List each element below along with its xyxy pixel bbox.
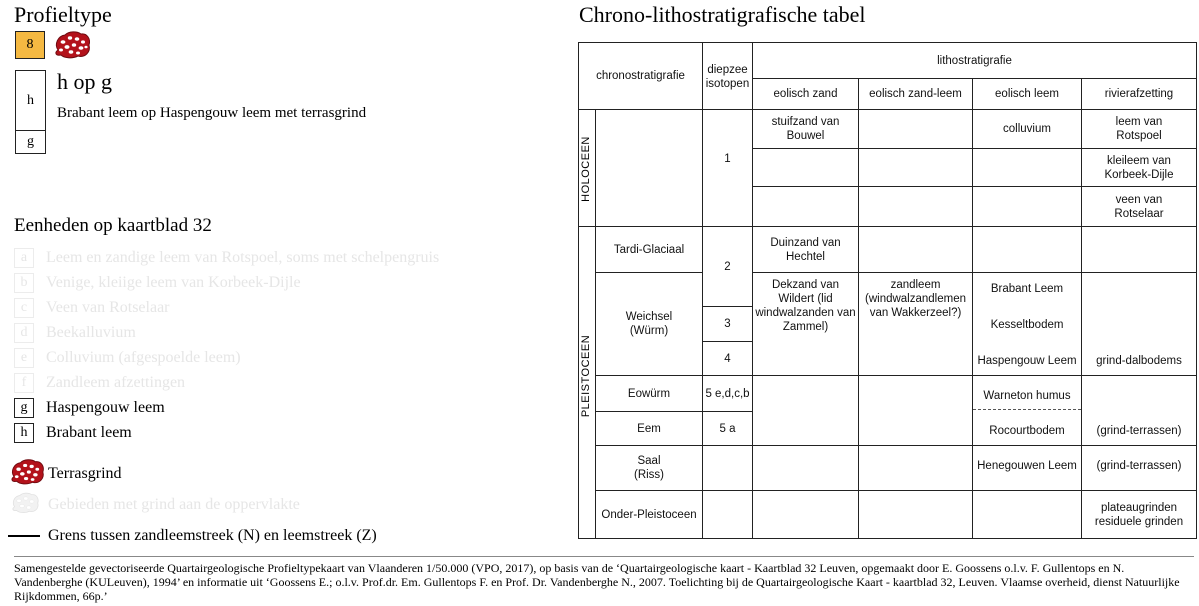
legend-label: Brabant leem — [46, 424, 132, 441]
header-rivier: rivierafzetting — [1104, 88, 1174, 100]
profile-name: h op g — [57, 69, 112, 94]
leem-kessel: Kesseltbodem — [990, 319, 1064, 331]
chrono-weichsel: Weichsel (Würm) — [625, 311, 673, 337]
zand-bouwel: stuifzand van Bouwel — [771, 116, 840, 142]
leem-rocourt: Rocourtbodem — [989, 425, 1065, 437]
legend-title: Eenheden op kaartblad 32 — [14, 215, 212, 236]
rivier-rotspoel: leem van Rotspoel — [1115, 116, 1163, 142]
chrono-saal: Saal (Riss) — [633, 455, 665, 481]
legend-label: Venige, kleiige leem van Korbeek-Dijle — [46, 274, 301, 291]
zand-wildert: Dekzand van Wildert (lid windwalzanden van Zammel) — [755, 279, 856, 333]
rivier-terrassen-saal: (grind-terrassen) — [1096, 460, 1182, 472]
era-pleistoceen: PLEISTOCEEN — [580, 334, 592, 418]
boundary-label: Grens tussen zandleemstreek (N) en leemstreek (Z) — [48, 527, 377, 544]
isotope-2: 2 — [724, 260, 731, 273]
legend-code: f — [14, 373, 34, 393]
profile-description: Brabant leem op Haspengouw leem met terrasgrind — [57, 105, 367, 121]
zandleem-wakkerzeel: zandleem (windwalzandlemen van Wakkerzeel?) — [865, 279, 966, 319]
footnote: Samengestelde gevectoriseerde Quartairgeologische Profieltypekaart van Vlaanderen 1/50.000 (VPO, 2017), op basis van de ‘Quartairgeologische kaart - Kaartblad 32 Leuven, opgemaakt door E. Goossens o.l.v. F. Gullentops en N. Vandenberghe (KULeuven), 1994’ en informatie uit ‘Goossens E.; o.l.v. Prof.dr. Em. Gullentops F. en Prof. Dr. Vandenberghe N., 2007. Toelichting bij de Quartairgeologische Kaart - kaartblad 32, Leuven. Vlaamse overheid, dienst Natuurlijke Rijkdommen, 66p.’ — [14, 561, 1180, 603]
rivier-terrassen-eem: (grind-terrassen) — [1096, 425, 1182, 437]
header-eolisch-zand-leem: eolisch zand-leem — [869, 88, 962, 100]
isotope-5: 5 e,d,c,b — [705, 387, 750, 400]
legend-code: g — [14, 398, 34, 418]
legend-code: c — [14, 298, 34, 318]
rivier-korbeek: kleileem van Korbeek-Dijle — [1104, 154, 1174, 181]
header-chrono: chronostratigrafie — [596, 70, 685, 82]
legend-label: Leem en zandige leem van Rotspoel, soms met schelpengruis — [46, 249, 440, 266]
legend-label: Haspengouw leem — [46, 399, 165, 416]
rivier-dalbodems: grind-dalbodems — [1096, 355, 1182, 367]
profile-code-badge: 8 — [15, 31, 45, 59]
legend-code: e — [14, 348, 34, 368]
chrono-onder: Onder-Pleistoceen — [601, 508, 697, 521]
profile-stack-top: h — [27, 93, 34, 108]
isotope-3: 3 — [724, 318, 731, 330]
header-isotope: diepzee isotopen — [705, 64, 750, 90]
profile-stack-bottom: g — [27, 134, 34, 149]
leem-brabant: Brabant Leem — [990, 283, 1064, 295]
legend-label: Beekalluvium — [46, 324, 136, 341]
rivier-plateau: plateaugrinden residuele grinden — [1094, 501, 1184, 528]
gravel-surface-label: Gebieden met grind aan de oppervlakte — [48, 496, 300, 513]
legend-label: Colluvium (afgespoelde leem) — [46, 349, 241, 366]
chrono-eem: Eem — [637, 422, 661, 435]
isotope-5a: 5 a — [719, 422, 736, 435]
leem-warneton: Warneton humus — [983, 390, 1071, 402]
isotope-1: 1 — [724, 153, 731, 165]
era-holoceen: HOLOCEEN — [580, 136, 592, 202]
chrono-eowurm: Eowürm — [627, 387, 671, 400]
profile-title: Profieltype — [14, 2, 112, 27]
leem-colluvium: colluvium — [1003, 123, 1051, 135]
rivier-rotselaar: veen van Rotselaar — [1114, 193, 1164, 220]
legend-label: Veen van Rotselaar — [46, 299, 170, 316]
leem-henegouwen: Henegouwen Leem — [977, 460, 1077, 472]
legend-label: Zandleem afzettingen — [46, 374, 186, 391]
legend-code: a — [14, 248, 34, 268]
header-litho: lithostratigrafie — [937, 54, 1012, 67]
chrono-tardi: Tardi-Glaciaal — [613, 243, 685, 256]
zand-hechtel: Duinzand van Hechtel — [770, 236, 841, 263]
gravel-label: Terrasgrind — [48, 465, 122, 482]
header-eolisch-leem: eolisch leem — [995, 88, 1059, 100]
legend-code: d — [14, 323, 34, 343]
footnote-divider — [14, 556, 1194, 557]
leem-haspengouw: Haspengouw Leem — [977, 355, 1077, 367]
legend-code: b — [14, 273, 34, 293]
isotope-4: 4 — [724, 352, 731, 365]
header-eolisch-zand: eolisch zand — [773, 88, 838, 100]
legend-code: h — [14, 423, 34, 443]
table-title: Chrono-lithostratigrafische tabel — [579, 2, 866, 27]
